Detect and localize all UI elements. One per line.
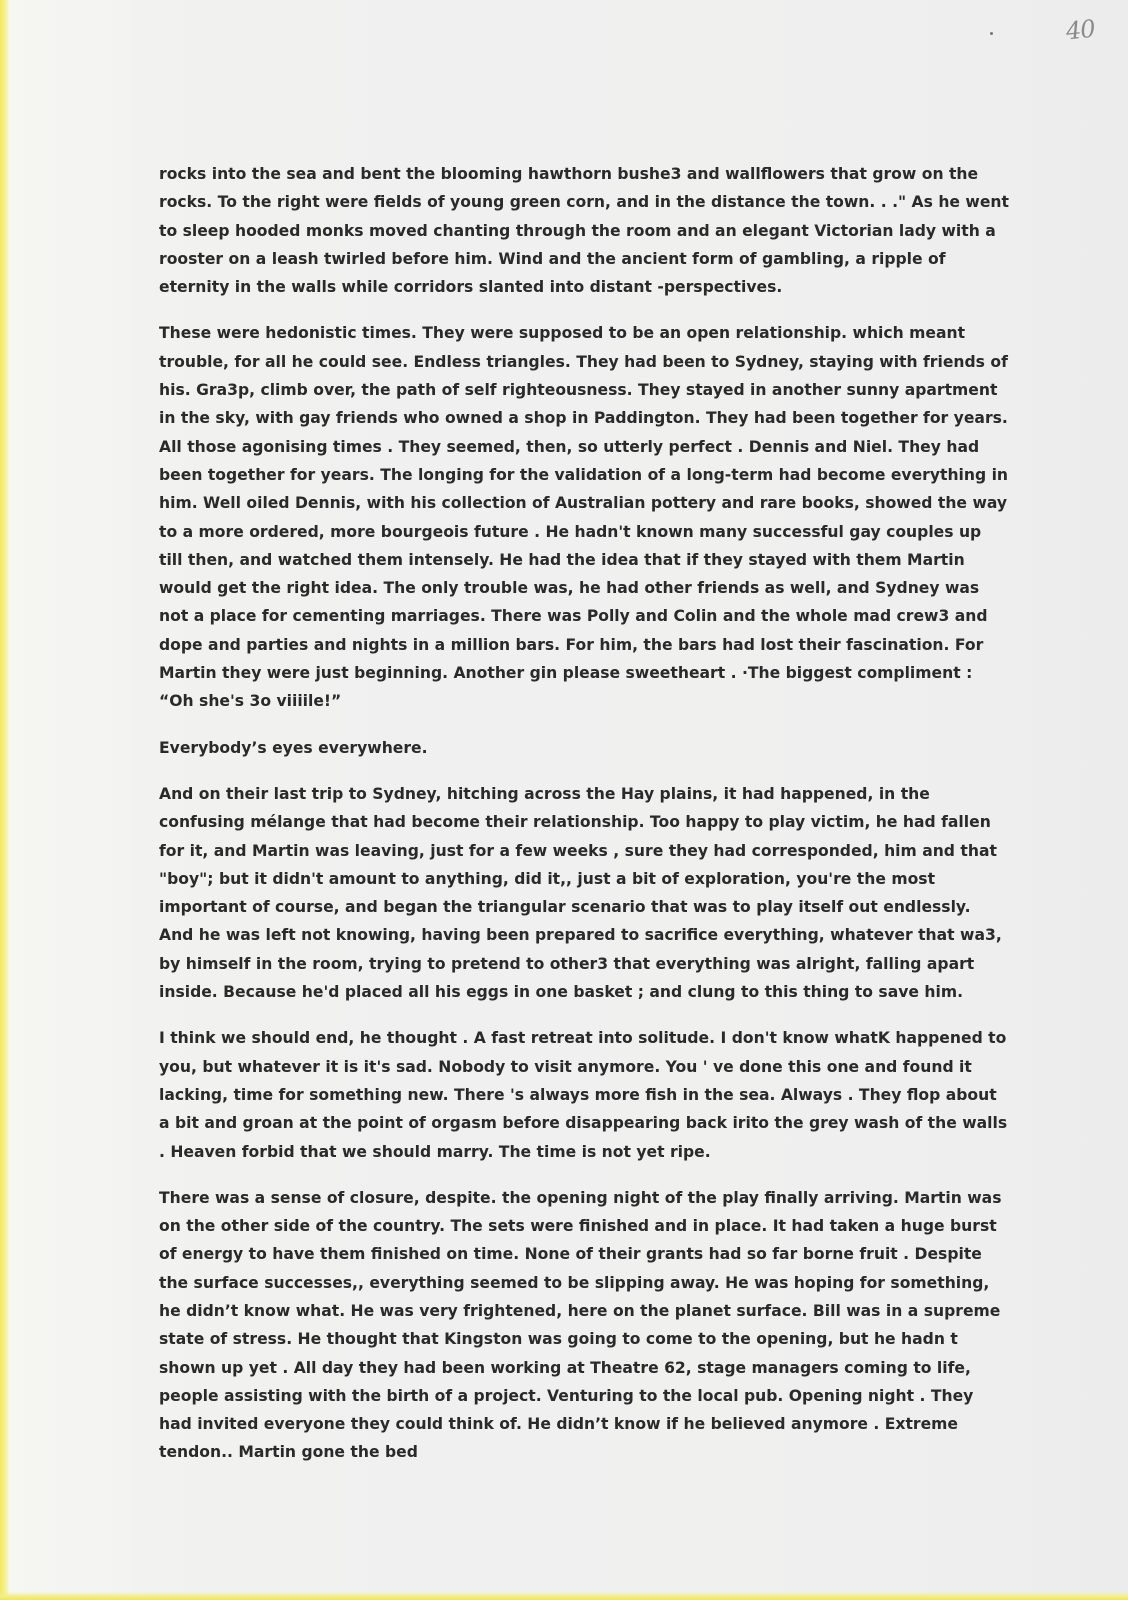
handwritten-page-number: 40	[1064, 14, 1096, 46]
paragraph-2: These were hedonistic times. They were supposed to be an open relationship. which meant trouble, for all he could see. Endless triangles. They had been to Sydney, staying with friends of his. Gra3p, climb over, the path of self righteousness. They stayed in another sunny apartment in the sky, with gay friends who owned a shop in Paddington. They had been together for years. All those agonising times . They seemed, then, so utterly perfect . Dennis and Niel. They had been together for years. The longing for the validation of a long-term had become everything in him. Well oiled Dennis, with his collection of Australian pottery and rare books, showed the way to a more ordered, more bourgeois future . He hadn't known many successful gay couples up till then, and watched them intensely. He had the idea that if they stayed with them Martin would get the right idea. The only trouble was, he had other friends as well, and Sydney was not a place for cementing marriages. There was Polly and Colin and the whole mad crew3 and dope and parties and nights in a million bars. For him, the bars had lost their fascination. For Martin they were just beginning. Another gin please sweetheart . ·The biggest compliment : “Oh she's 3o viiiile!”	[159, 324, 1009, 711]
scan-speck	[990, 32, 993, 35]
paragraph-1: rocks into the sea and bent the blooming hawthorn bushe3 and wallflowers that grow on the rocks. To the right were fields of young green corn, and in the distance the town. . ." As he went to sleep hooded monks moved chanting through the room and an elegant Victorian lady with a rooster on a leash twirled before him. Wind and the ancient form of gambling, a ripple of eternity in the walls while corridors slanted into distant -perspectives.	[159, 165, 1009, 297]
page-left-edge	[0, 0, 9, 1600]
paragraph-5: I think we should end, he thought . A fast retreat into solitude. I don't know whatK happened to you, but whatever it is it's sad. Nobody to visit anymore. You ' ve done this one and found it lacking, time for something new. There 's always more fish in the sea. Always . They flop about a bit and groan at the point of orgasm before disappearing back irito the grey wash of the walls . Heaven forbid that we should marry. The time is not yet ripe.	[159, 1029, 1008, 1161]
page-bottom-edge	[0, 1592, 1128, 1600]
paragraph-3: Everybody’s eyes everywhere.	[159, 738, 428, 757]
paragraph-4: And on their last trip to Sydney, hitching across the Hay plains, it had happened, in the confusing mélange that had become their relationship. Too happy to play victim, he had fallen for it, and Martin was leaving, just for a few weeks , sure they had corresponded, him and that "boy"; but it didn't amount to anything, did it,, just a bit of exploration, you're the most important of course, and began the triangular scenario that was to play itself out endlessly. And he was left not knowing, having been prepared to sacrifice everything, whatever that wa3, by himself in the room, trying to pretend to other3 that everything was alright, falling apart inside. Because he'd placed all his eggs in one basket ; and clung to this thing to save him.	[159, 784, 1002, 1002]
document-body	[159, 160, 1009, 1485]
paragraph-6: There was a sense of closure, despite. the opening night of the play finally arriving. Martin was on the other side of the country. The sets were finished and in place. It had taken a huge burst of energy to have them finished on time. None of their grants had so far borne fruit . Despite the surface successes,, everything seemed to be slipping away. He was hoping for something, he didn’t know what. He was very frightened, here on the planet surface. Bill was in a supreme state of stress. He thought that Kingston was going to come to the opening, but he hadn t shown up yet . All day they had been working at Theatre 62, stage managers coming to life, people assisting with the birth of a project. Venturing to the local pub. Opening night . They had invited everyone they could think of. He didn’t know if he believed anymore . Extreme tendon.. Martin gone the bed	[159, 1188, 1002, 1462]
